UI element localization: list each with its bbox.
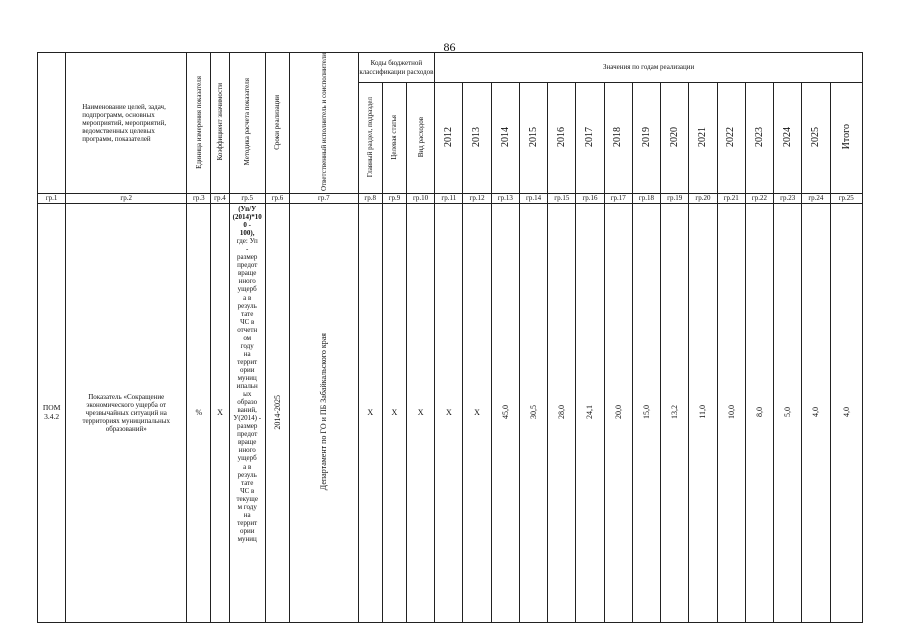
method-line: - xyxy=(246,245,249,254)
header-term: Сроки реализации xyxy=(265,53,289,194)
row-unit: % xyxy=(187,204,211,623)
row-value-2022: 10,0 xyxy=(717,204,745,623)
method-line: году xyxy=(240,341,254,350)
header-name: Наименование целей, задач, подпрограмм, основных мероприятий, мероприятий, ведомственных целевых программ, показателей xyxy=(66,53,187,194)
group-number: гр.22 xyxy=(745,194,773,204)
group-number: гр.19 xyxy=(661,194,689,204)
method-line: муниц xyxy=(237,534,257,543)
row-coef: X xyxy=(211,204,229,623)
group-number: гр.4 xyxy=(211,194,229,204)
header-year: 2023 xyxy=(745,83,773,194)
method-line: текуще xyxy=(236,494,258,503)
group-number: гр.20 xyxy=(689,194,717,204)
group-number: гр.17 xyxy=(604,194,632,204)
header-method: Методика расчета показателя xyxy=(229,53,265,194)
method-line: а в xyxy=(243,462,252,471)
row-value-2017: 24,1 xyxy=(576,204,604,623)
group-number: гр.24 xyxy=(802,194,830,204)
row-budget-kind: X xyxy=(406,204,434,623)
method-line: предот xyxy=(237,430,258,439)
row-budget-section: X xyxy=(358,204,382,623)
method-line: ых xyxy=(243,390,252,399)
method-line: ом xyxy=(243,333,252,342)
method-line: ории xyxy=(239,365,255,374)
header-year: 2022 xyxy=(717,83,745,194)
row-value-2013: X xyxy=(463,204,491,623)
method-line: террит xyxy=(237,518,258,527)
row-value-2020: 13,2 xyxy=(661,204,689,623)
header-total: Итого xyxy=(830,83,863,194)
header-year: 2015 xyxy=(519,83,547,194)
method-line: размер xyxy=(237,253,258,262)
header-year: 2018 xyxy=(604,83,632,194)
row-value-2025: 4,0 xyxy=(802,204,830,623)
header-year: 2021 xyxy=(689,83,717,194)
method-line: враще xyxy=(238,269,257,278)
group-number: гр.14 xyxy=(519,194,547,204)
group-number: гр.6 xyxy=(265,194,289,204)
group-number: гр.25 xyxy=(830,194,863,204)
method-line: тате xyxy=(241,478,254,487)
header-year: 2016 xyxy=(548,83,576,194)
page-number: 86 xyxy=(443,40,456,54)
method-line: на xyxy=(243,510,251,519)
method-line: 0 - xyxy=(243,221,251,230)
row-value-2021: 11,0 xyxy=(689,204,717,623)
indicator-table xyxy=(37,52,863,623)
method-line: 100), xyxy=(239,229,255,238)
method-line: враще xyxy=(238,438,257,447)
header-budget-section: Главный раздел, подраздел xyxy=(358,83,382,194)
row-name: Показатель «Сокращение экономического ущерба от чрезвычайных ситуаций на территориях муниципальных образований» xyxy=(66,204,187,623)
group-number: гр.1 xyxy=(38,194,66,204)
method-line: отчетн xyxy=(237,325,258,334)
method-line: ваний, xyxy=(237,406,257,415)
header-coef: Коэффициент значимости xyxy=(211,53,229,194)
method-line: террит xyxy=(237,357,258,366)
method-line: ипальн xyxy=(236,382,258,391)
method-line: резуль xyxy=(237,301,257,310)
header-year: 2024 xyxy=(774,83,802,194)
header-year: 2025 xyxy=(802,83,830,194)
header-values-by-year: Значения по годам реализации xyxy=(435,53,863,83)
header-row-top xyxy=(38,53,863,83)
header-unit: Единица измерения показателя xyxy=(187,53,211,194)
method-line: муниц xyxy=(237,373,257,382)
method-line: ЧС в xyxy=(240,317,255,326)
group-number: гр.10 xyxy=(406,194,434,204)
method-line: нного xyxy=(238,277,256,286)
header-responsible: Ответственный исполнитель и соисполнители xyxy=(290,53,359,194)
header-year: 2012 xyxy=(435,83,463,194)
group-number: гр.8 xyxy=(358,194,382,204)
header-budget-article: Целевая статья xyxy=(382,83,406,194)
header-year: 2020 xyxy=(661,83,689,194)
method-line: ЧС в xyxy=(240,486,255,495)
row-value-2023: 8,0 xyxy=(745,204,773,623)
group-number: гр.13 xyxy=(491,194,519,204)
group-number: гр.12 xyxy=(463,194,491,204)
row-responsible: Департамент по ГО и ПБ Забайкальского края xyxy=(290,204,359,623)
group-number: гр.11 xyxy=(435,194,463,204)
row-value-2014: 45,0 xyxy=(491,204,519,623)
row-budget-article: X xyxy=(382,204,406,623)
method-line: ущерб xyxy=(237,454,257,463)
header-gr1-blank xyxy=(38,53,66,194)
group-number: гр.3 xyxy=(187,194,211,204)
method-line: размер xyxy=(237,422,258,431)
header-budget-codes: Коды бюджетной классификации расходов xyxy=(358,53,435,83)
group-number: гр.16 xyxy=(576,194,604,204)
row-term: 2014-2025 xyxy=(265,204,289,623)
row-value-2024: 5,0 xyxy=(774,204,802,623)
method-line: а в xyxy=(243,293,252,302)
row-value-2012: X xyxy=(435,204,463,623)
group-number: гр.9 xyxy=(382,194,406,204)
method-line: где: Уп xyxy=(236,237,258,246)
row-value-total: 4,0 xyxy=(830,204,863,623)
group-number: гр.15 xyxy=(548,194,576,204)
row-value-2019: 15,0 xyxy=(632,204,660,623)
method-line: на xyxy=(243,349,251,358)
group-number: гр.2 xyxy=(66,194,187,204)
method-line: предот xyxy=(237,261,258,270)
group-number: гр.7 xyxy=(290,194,359,204)
row-value-2016: 28,0 xyxy=(548,204,576,623)
group-number: гр.5 xyxy=(229,194,265,204)
row-code: ПОМ 3.4.2 xyxy=(38,204,66,623)
method-line: тате xyxy=(241,309,254,318)
row-value-2015: 30,5 xyxy=(519,204,547,623)
row-value-2018: 20,0 xyxy=(604,204,632,623)
header-year: 2017 xyxy=(576,83,604,194)
data-row-pom-3-4-2 xyxy=(38,204,863,623)
method-line: ущерб xyxy=(237,285,257,294)
method-line: (Уп/У xyxy=(238,205,257,213)
method-line: (2014)*10 xyxy=(232,213,262,222)
group-number: гр.21 xyxy=(717,194,745,204)
method-line: нного xyxy=(238,446,256,455)
header-year: 2014 xyxy=(491,83,519,194)
method-line: ории xyxy=(239,526,255,535)
method-line: резуль xyxy=(237,470,257,479)
method-line: образо xyxy=(237,398,258,407)
header-year: 2019 xyxy=(632,83,660,194)
method-line: У(2014) - xyxy=(233,414,262,423)
group-number-row xyxy=(38,194,863,204)
group-number: гр.18 xyxy=(632,194,660,204)
header-budget-kind: Вид расходов xyxy=(406,83,434,194)
method-line: м году xyxy=(237,502,257,511)
row-method xyxy=(229,204,265,623)
group-number: гр.23 xyxy=(774,194,802,204)
header-year: 2013 xyxy=(463,83,491,194)
